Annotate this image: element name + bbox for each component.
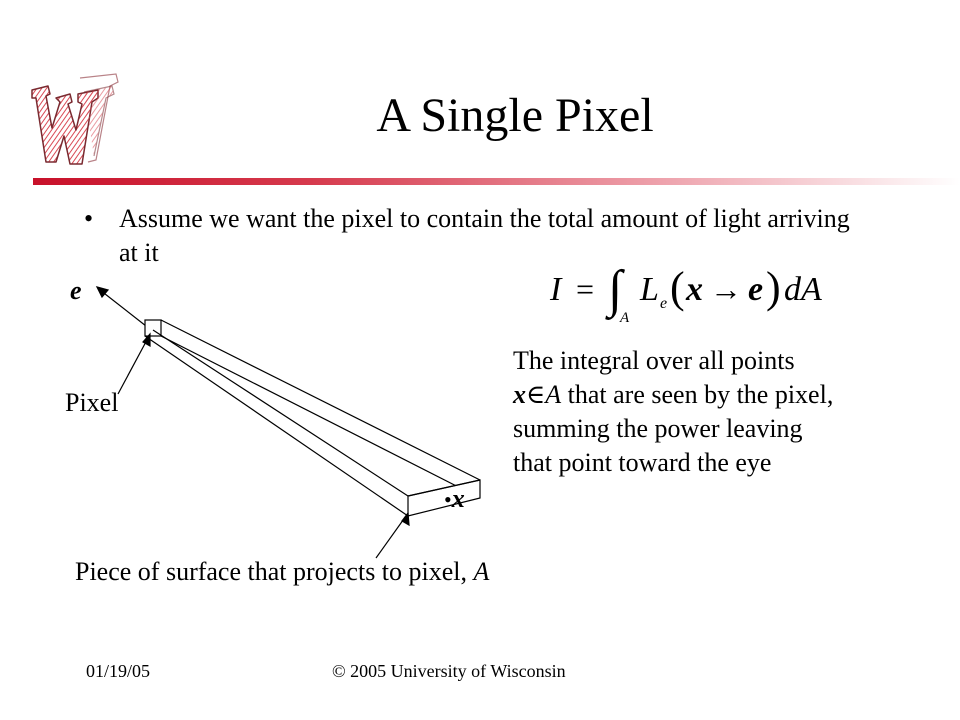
formula-subscript: A xyxy=(620,310,630,326)
frustum-edge-left xyxy=(153,330,408,496)
surface-caption xyxy=(75,557,489,587)
eye-ray-line xyxy=(100,290,146,326)
frustum-edge-bottom xyxy=(145,336,408,516)
pixel-frustum-diagram xyxy=(0,270,520,590)
formula-arrow: → xyxy=(710,271,742,307)
slide-title: A Single Pixel xyxy=(376,89,654,142)
description-in-symbol: ∈ xyxy=(526,380,546,409)
footer-copyright: © 2005 University of Wisconsin xyxy=(332,661,566,681)
surface-caption-text: Piece of surface that projects to pixel, xyxy=(75,557,468,586)
pixel-label: Pixel xyxy=(65,388,119,417)
eye-label: e xyxy=(70,276,82,305)
point-bullet-icon: • xyxy=(444,487,452,512)
bullet-dot-icon: • xyxy=(84,204,94,233)
formula-L: L xyxy=(640,271,659,308)
description-x: x xyxy=(513,380,526,409)
formula-lparen: ( xyxy=(670,263,685,312)
frustum-edge-right xyxy=(161,336,480,498)
pixel-pointer-line xyxy=(118,338,148,394)
formula-L-sub: e xyxy=(660,295,668,312)
description-line-3: summing the power leaving xyxy=(513,414,803,443)
title-divider xyxy=(33,178,960,185)
surface-pointer-line xyxy=(376,516,406,558)
surface-caption-var: A xyxy=(473,557,490,586)
description-line-2 xyxy=(513,378,933,412)
footer-date: 01/19/05 xyxy=(86,661,151,681)
formula-x: x xyxy=(686,271,703,308)
formula-dA: dA xyxy=(784,271,822,308)
formula-equals: = xyxy=(576,271,595,307)
point-label xyxy=(444,484,465,515)
formula-integral: ∫ xyxy=(608,261,623,318)
bullet-text: Assume we want the pixel to contain the total amount of light arriving at it xyxy=(119,204,850,267)
formula-rparen: ) xyxy=(766,263,781,312)
description-line-4: that point toward the eye xyxy=(513,448,772,477)
description-A: A xyxy=(545,380,562,409)
formula-lhs: I xyxy=(550,271,562,308)
integral-description xyxy=(513,344,933,480)
formula-e: e xyxy=(748,271,764,308)
description-line-2-rest: that are seen by the pixel, xyxy=(561,380,834,409)
radiance-integral-formula xyxy=(548,260,848,326)
point-label-x: x xyxy=(451,484,465,513)
description-line-1: The integral over all points xyxy=(513,346,795,375)
